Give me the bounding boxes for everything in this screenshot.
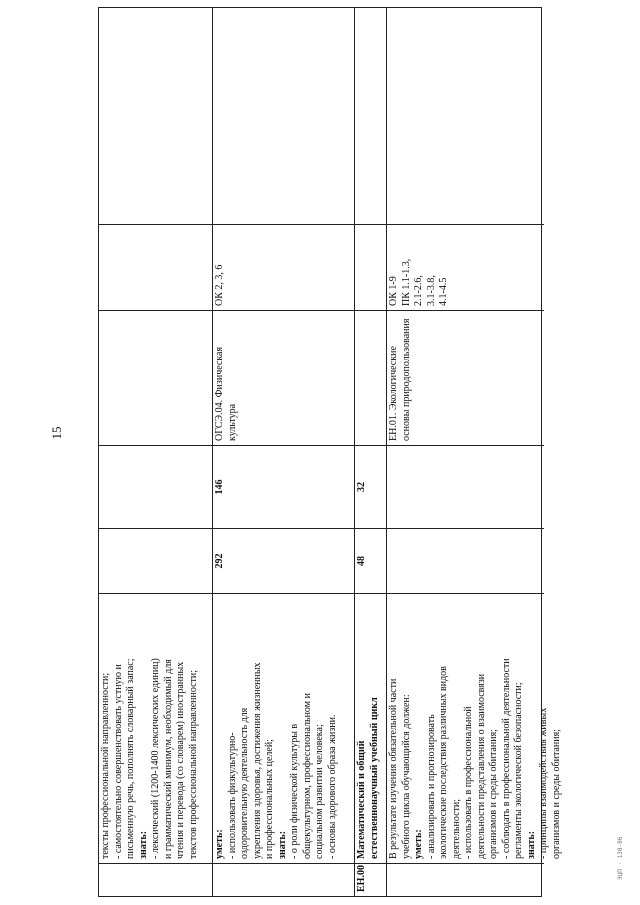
description-cell: [355, 594, 386, 864]
index-cell: [387, 864, 544, 896]
table-row: [98, 8, 212, 896]
hours-mandatory-cell: 32: [355, 446, 386, 529]
text-line: знать:: [137, 830, 149, 859]
text-line: учебного цикла обучающийся должен:: [400, 694, 412, 859]
text-line: оздоровительную деятельность для: [239, 707, 250, 859]
text-line: - принципы взаимодействия живых: [538, 707, 549, 859]
hours-max-cell: 292: [213, 529, 354, 594]
text-line: общекультурном, профессиональном и: [301, 693, 313, 859]
competences-cell: [99, 225, 212, 311]
text-line: - использовать в профессиональной: [463, 706, 474, 859]
text-line: уметь:: [214, 829, 225, 859]
competences-cell: [355, 225, 386, 311]
text-line: естественнонаучный учебный цикл: [368, 697, 380, 859]
text-line: организмов и среды обитания;: [488, 729, 499, 859]
discipline-cell: ОГСЭ.04. Физическая культура: [213, 311, 354, 446]
text-line: текстов профессиональной направленности;: [187, 669, 199, 859]
competences-cell: ОК 1-9 ПК 1.1-1.3, 2.1-2.6, 3.1-3.8, 4.1-4.5: [387, 225, 544, 311]
index-cell: [213, 864, 354, 896]
empty-cell: [387, 6, 544, 225]
discipline-cell: ЕН.01. Экологические основы природопользования: [387, 311, 544, 446]
empty-cell: [355, 6, 386, 225]
footer-mark: ЭЦП · 130-06: [617, 836, 624, 880]
text-line: деятельности представления о взаимосвязи: [475, 673, 487, 859]
competences-cell: ОК 2, 3, 6: [213, 225, 354, 311]
hours-mandatory-cell: [99, 446, 212, 529]
text-line: - самостоятельно совершенствовать устную и: [112, 664, 124, 859]
text-line: - основы здорового образа жизни.: [326, 714, 338, 859]
text-line: регламенты экологической безопасности;: [513, 682, 524, 859]
hours-max-cell: 48: [355, 529, 386, 594]
text-line: - лексический (1200-1400 лексических единиц): [150, 658, 161, 859]
text-line: чтения и перевода (со словарем) иностранных: [175, 661, 186, 859]
table-row: [354, 8, 386, 896]
text-line: - о роли физической культуры в: [289, 723, 300, 859]
text-line: и грамматический минимум, необходимый для: [162, 659, 174, 859]
index-cell: [99, 864, 212, 896]
text-line: Математический и общий: [356, 740, 367, 859]
hours-mandatory-cell: 146: [213, 446, 354, 529]
text-line: - использовать физкультурно-: [226, 732, 238, 859]
text-line: уметь:: [413, 829, 424, 859]
index-cell: ЕН.00: [356, 865, 367, 892]
text-line: экологические последствия различных видов: [438, 666, 449, 859]
text-line: письменную речь, пополнять словарный запас;: [125, 658, 136, 859]
text-line: знать:: [276, 830, 288, 859]
hours-max-cell: [387, 529, 544, 594]
hours-max-cell: [99, 529, 212, 594]
description-cell: [387, 594, 562, 864]
text-line: и профессиональных целей;: [264, 739, 275, 859]
text-line: социальном развитии человека;: [314, 724, 325, 859]
discipline-cell: [99, 311, 212, 446]
curriculum-table: [98, 7, 562, 897]
text-line: укрепления здоровья, достижения жизненных: [251, 662, 263, 859]
text-line: В результате изучения обязательной части: [388, 678, 399, 859]
hours-mandatory-cell: [387, 446, 544, 529]
table-row: [386, 8, 562, 896]
text-line: организмов и среды обитания;: [550, 729, 562, 859]
text-line: тексты профессиональной направленности;: [100, 672, 111, 859]
text-line: знать:: [525, 830, 537, 859]
discipline-cell: [355, 311, 386, 446]
text-line: - анализировать и прогнозировать: [425, 714, 437, 859]
page-number: 15: [49, 426, 64, 440]
table-row: [212, 8, 354, 896]
description-cell: [99, 594, 212, 864]
text-line: деятельности;: [450, 798, 462, 859]
empty-cell: [213, 6, 354, 225]
description-cell: [213, 594, 354, 864]
text-line: - соблюдать в профессиональной деятельности: [500, 658, 512, 859]
empty-cell: [99, 6, 212, 225]
